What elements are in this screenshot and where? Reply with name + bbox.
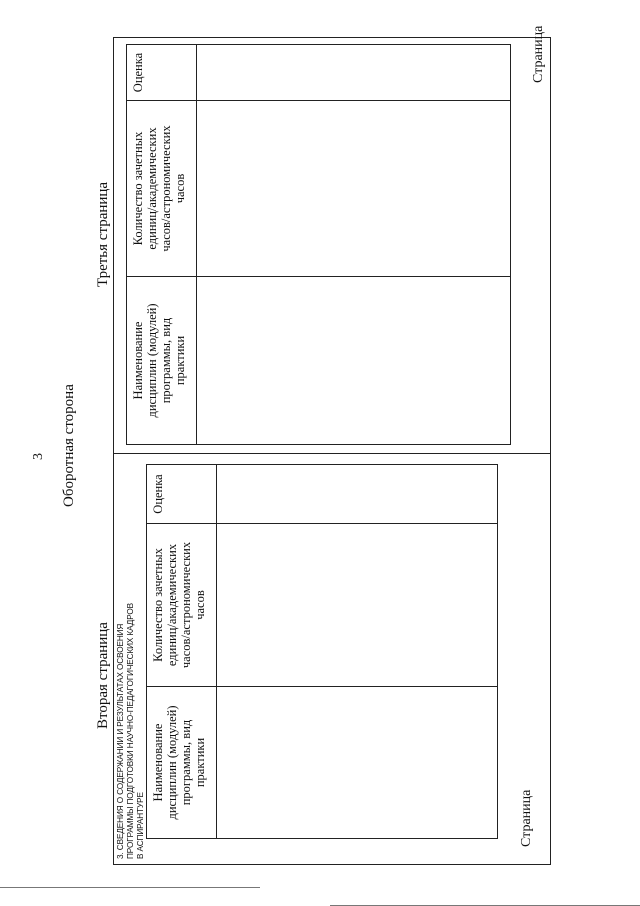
col-credits-hours: Количество зачетных единиц/академических часов/астрономических часов <box>147 524 217 687</box>
right-page-footer: Страница <box>531 25 546 83</box>
reverse-side-title: Оборотная сторона <box>61 384 77 507</box>
frame-bottom <box>550 37 551 865</box>
col-credits-hours: Количество зачетных единиц/академических часов/астрономических часов <box>127 101 197 277</box>
frame-middle-divider <box>113 453 550 454</box>
table-cell[interactable] <box>217 687 498 839</box>
section-heading <box>116 459 146 859</box>
col-grade: Оценка <box>127 45 197 101</box>
table-header-row <box>127 45 197 445</box>
left-page-footer: Страница <box>519 789 534 847</box>
table-cell[interactable] <box>197 277 511 445</box>
section-heading-line-3: В АСПИРАНТУРЕ <box>136 792 145 859</box>
table-row <box>197 45 511 445</box>
page-number: 3 <box>31 453 46 460</box>
third-page-title: Третья страница <box>95 181 111 287</box>
section-heading-line-1: 3. СВЕДЕНИЯ О СОДЕРЖАНИИ И РЕЗУЛЬТАТАХ ОСВОЕНИЯ <box>116 623 125 859</box>
table-header-row <box>147 465 217 839</box>
section-heading-line-2: ПРОГРАММЫ ПОДГОТОВКИ НАУЧНО-ПЕДАГОГИЧЕСКИХ КАДРОВ <box>126 602 135 859</box>
right-results-table <box>126 44 511 445</box>
col-grade: Оценка <box>147 465 217 524</box>
scan-edge-line <box>0 887 260 888</box>
col-discipline-name: Наименование дисциплин (модулей) программы, вид практики <box>147 687 217 839</box>
left-results-table <box>146 464 498 839</box>
second-page-title: Вторая страница <box>95 622 111 729</box>
col-discipline-name: Наименование дисциплин (модулей) программы, вид практики <box>127 277 197 445</box>
table-cell[interactable] <box>217 524 498 687</box>
frame-right <box>113 37 550 38</box>
table-cell[interactable] <box>217 465 498 524</box>
frame-left <box>113 864 550 865</box>
table-cell[interactable] <box>197 45 511 101</box>
table-row <box>217 465 498 839</box>
frame-top <box>113 37 114 865</box>
table-cell[interactable] <box>197 101 511 277</box>
